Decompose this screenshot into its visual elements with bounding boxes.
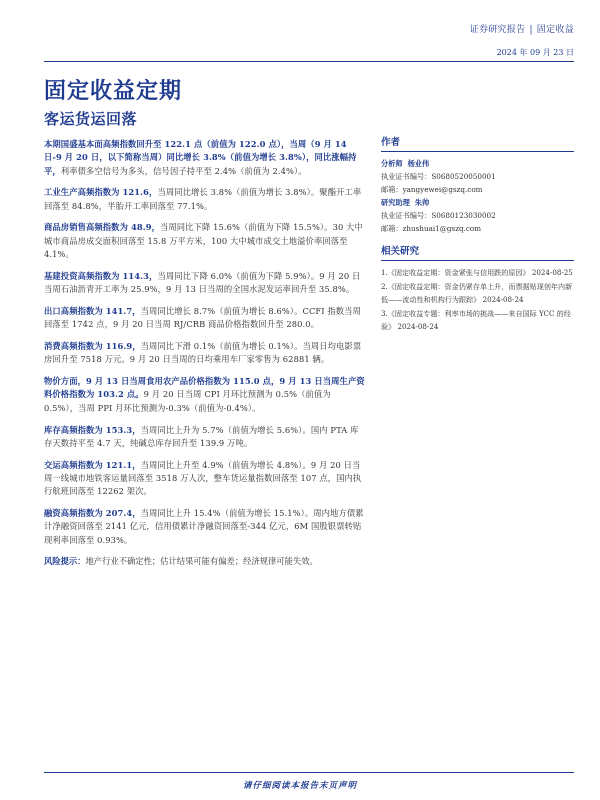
header-category: 证券研究报告	[469, 25, 526, 35]
author-1-name-row: 分析师 杨业伟	[381, 159, 430, 168]
related-research-item[interactable]: 3.《固定收益专题：利率市场的挑战——来自国际 YCC 的经验》 2024-08-24	[381, 309, 571, 331]
related-research-item[interactable]: 2.《固定收益定期：资金仍紧存单上升，而票据贴现创年内新低——流动性和机构行为跟踪》 2024-08-24	[381, 282, 573, 304]
author-2-email-link[interactable]: zhushuai1@gszq.com	[402, 224, 482, 233]
sidebar	[381, 134, 574, 334]
paragraph-property-sales: 商品房销售高频指数为 48.9，当周同比下降 15.6%（前值为下降 15.5%）。30 大中城市商品房成交面积回落至 15.8 万平方米，100 大中城市成交土地溢价率回落至 4.1%。	[44, 222, 363, 260]
header-divider	[44, 61, 574, 62]
document-subtitle: 客运货运回落	[44, 110, 138, 128]
paragraph-prices: 物价方面，9 月 13 日当周食用农产品价格指数为 115.0 点，9 月 13 日当周生产资料价格指数为 103.2 点。9 月 20 日当周 CPI 月环比预测为 0.5%（前值为 0.5%），当周 PPI 月环比预测为-0.3%（前值为-0.4%）。	[44, 376, 365, 413]
main-content	[44, 138, 366, 568]
paragraph-financing: 融资高频指数为 207.4，当周同比上升 15.4%（前值为增长 15.1%）。周内地方债累计净融资回落至 2141 亿元，信用债累计净融资回落至-344 亿元，6M 国股银票转贴现利率回落至 0.93%。	[44, 508, 364, 545]
related-research-heading: 相关研究	[381, 243, 574, 261]
header-section: 固定收益	[536, 25, 574, 35]
report-date: 2024 年 09 月 23 日	[496, 48, 574, 57]
paragraph-transport: 交运高频指数为 121.1，当周同比上升至 4.9%（前值为增长 4.8%）。9 月 20 日当周一线城市地铁客运量回落至 3518 万人次，整车货运量指数回落至 107 点，国内执行航班回落至 12262 架次。	[44, 459, 362, 497]
author-2-cert-row: 执业证书编号：S0680123030002	[381, 211, 496, 220]
header-separator: |	[529, 25, 533, 35]
authors-heading: 作者	[381, 134, 574, 152]
related-research-item[interactable]: 1.《固定收益定期：资金紧张与信用跌的原因》 2024-08-25	[381, 268, 573, 277]
author-2-name-row: 研究助理 朱帅	[381, 198, 430, 207]
header-tagline	[470, 22, 574, 35]
report-header	[470, 22, 574, 58]
paragraph-inventory: 库存高频指数为 153.3，当周同比上升为 5.7%（前值为增长 5.6%）。国内 PTA 库存天数持平至 4.7 天，纯碱总库存回升至 139.9 万吨。	[44, 424, 359, 448]
paragraph-overview: 本期国盛基本面高频指数回升至 122.1 点（前值为 122.0 点），当周（9 月 14 日-9 月 20 日，以下简称当周）同比增长 3.8%（前值为增长 3.8%），同比涨幅持平，利率债多空信号为多头，信号因子持平至 2.4%（前值为 2.4%）。	[44, 139, 357, 176]
footer-disclaimer: 请仔细阅读本报告末页声明	[242, 781, 357, 791]
author-2-email-row: 邮箱：zhushuai1@gszq.com	[381, 224, 482, 233]
author-1-cert-row: 执业证书编号：S0680520050001	[381, 172, 496, 181]
paragraph-consumption: 消费高频指数为 116.9，当周同比下滑 0.1%（前值为增长 0.1%）。当周日均电影票房回升至 7518 万元。9 月 20 日当周的日均乘用车厂家零售为 62881 辆。	[44, 341, 362, 365]
author-1-email-row: 邮箱：yangyewei@gszq.com	[381, 185, 483, 194]
risk-warning: 风险提示：地产行业不确定性；估计结果可能有偏差；经济规律可能失效。	[44, 556, 318, 567]
document-title: 固定收益定期	[44, 79, 183, 104]
related-research-list	[381, 266, 574, 333]
paragraph-exports: 出口高频指数为 141.7，当周同比增长 8.7%（前值为增长 8.6%）。CCFI 指数当周回落至 1742 点，9 月 20 日当周 RJ/CRB 商品价格指数回升至 280.0。	[44, 305, 361, 330]
author-1-email-link[interactable]: yangyewei@gszq.com	[402, 185, 483, 194]
paragraph-industrial: 工业生产高频指数为 121.6，当周同比增长 3.8%（前值为增长 3.8%）。聚酯开工率回落至 84.8%，半胎开工率回落至 77.1%。	[44, 187, 362, 211]
paragraph-infrastructure: 基建投资高频指数为 114.3，当周同比下降 6.0%（前值为下降 5.9%）。9 月 20 日当周石油沥青开工率为 25.9%，9 月 13 日当周的全国水泥发运率回升至 35.8%。	[44, 270, 361, 295]
footer-divider	[44, 772, 574, 773]
